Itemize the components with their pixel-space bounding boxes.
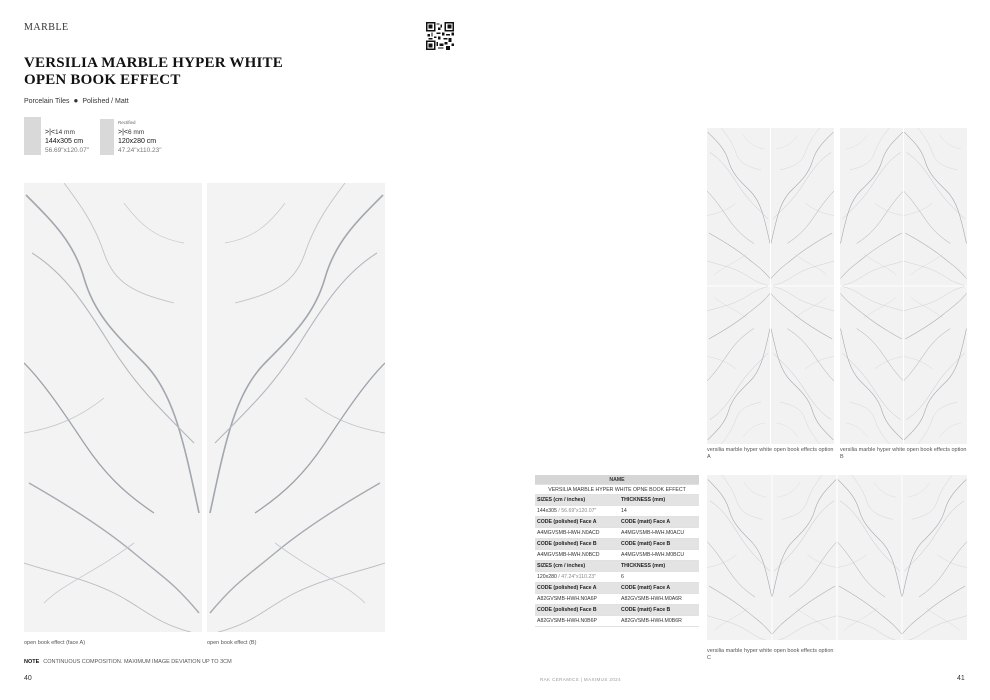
title-line-1: VERSILIA MARBLE HYPER WHITE <box>24 55 283 71</box>
page-number-left: 40 <box>24 675 32 682</box>
code-cell: A82GVSMB-HWH.N0A6P <box>535 594 619 605</box>
spec-table <box>535 475 699 627</box>
bullet-icon: ● <box>73 96 79 105</box>
table-thickness-header: THICKNESS (mm) <box>619 495 699 506</box>
slab-image-face-b <box>207 183 385 632</box>
size-value: 120x280 cm <box>118 138 157 145</box>
caption-face-b: open book effect (B) <box>207 640 257 646</box>
thickness-value: 14 mm <box>55 129 75 136</box>
size-thumbnail-1 <box>24 117 41 155</box>
table-sizes-header: SIZES (cm / inches) <box>535 495 619 506</box>
footer-publication: RAK CERAMICS | MAXIMUS 2024 <box>540 677 621 682</box>
size-spec-2 <box>118 128 162 155</box>
code-cell: A4MGVSMB-HWH.M0BCU <box>619 550 699 561</box>
option-c-image <box>707 475 967 640</box>
size-spec-1 <box>45 128 89 155</box>
slab-image-face-a <box>24 183 202 632</box>
note-text: CONTINUOUS COMPOSITION. MAXIMUM IMAGE DEVIATION UP TO 3CM <box>43 659 232 665</box>
table-name-header: NAME <box>535 475 699 485</box>
title-line-2: OPEN BOOK EFFECT <box>24 72 181 88</box>
product-title <box>24 55 283 89</box>
code-header: CODE (matt) Face A <box>619 517 699 528</box>
size-inches: 47.24"x110.23" <box>118 147 162 154</box>
table-row <box>535 550 699 561</box>
code-header: CODE (polished) Face B <box>535 605 619 616</box>
option-a-image <box>707 128 834 444</box>
table-row <box>535 528 699 539</box>
table-name-value: VERSILIA MARBLE HYPER WHITE OPNE BOOK EFFECT <box>535 485 699 495</box>
table-row <box>535 506 699 517</box>
subtitle-material: Porcelain Tiles <box>24 98 70 105</box>
caption-option-a: versilia marble hyper white open book effects option A <box>707 447 834 460</box>
table-row <box>535 594 699 605</box>
thickness-value: 6 mm <box>128 129 145 136</box>
code-cell: A82GVSMB-HWH.M0A6R <box>619 594 699 605</box>
table-row <box>535 572 699 583</box>
option-b-image <box>840 128 967 444</box>
code-header: CODE (polished) Face A <box>535 583 619 594</box>
qr-code-icon[interactable] <box>426 22 454 50</box>
note <box>24 659 232 665</box>
size-inches-cell: / 56.69"x120.07" <box>556 508 597 514</box>
table-thickness-header: THICKNESS (mm) <box>619 561 699 572</box>
size-cell: 120x280 <box>537 574 557 580</box>
size-inches-cell: / 47.24"x110.23" <box>556 574 596 580</box>
table-sizes-header: SIZES (cm / inches) <box>535 561 619 572</box>
caption-option-c: versilia marble hyper white open book effects option C <box>707 648 834 661</box>
page-number-right: 41 <box>957 675 965 682</box>
thickness-icon: >|< <box>45 129 55 136</box>
caption-face-a: open book effect (face A) <box>24 640 86 646</box>
size-inches: 56.69"x120.07" <box>45 147 90 154</box>
subtitle-finish: Polished / Matt <box>82 98 129 105</box>
size-cell: 144x305 <box>537 508 557 514</box>
code-header: CODE (matt) Face A <box>619 583 699 594</box>
size-value: 144x305 cm <box>45 138 84 145</box>
caption-option-b: versilia marble hyper white open book effects option B <box>840 447 967 460</box>
thickness-icon: >|< <box>118 129 128 136</box>
table-row <box>535 616 699 627</box>
category-label: MARBLE <box>24 22 69 33</box>
thickness-cell: 14 <box>619 506 699 517</box>
code-cell: A4MGVSMB-HWH.N0BCD <box>535 550 619 561</box>
code-header: CODE (matt) Face B <box>619 605 699 616</box>
product-subtitle <box>24 96 129 105</box>
thickness-cell: 6 <box>619 572 699 583</box>
code-cell: A4MGVSMB-HWH.M0ACU <box>619 528 699 539</box>
code-header: CODE (polished) Face B <box>535 539 619 550</box>
code-header: CODE (matt) Face B <box>619 539 699 550</box>
size-thumbnail-2 <box>100 119 114 155</box>
code-cell: A82GVSMB-HWH.N0B6P <box>535 616 619 627</box>
note-label: NOTE <box>24 659 40 665</box>
rectified-tag: Rectified <box>118 120 136 125</box>
code-cell: A4MGVSMB-HWH.N0ACD <box>535 528 619 539</box>
code-cell: A82GVSMB-HWH.M0B6R <box>619 616 699 627</box>
code-header: CODE (polished) Face A <box>535 517 619 528</box>
